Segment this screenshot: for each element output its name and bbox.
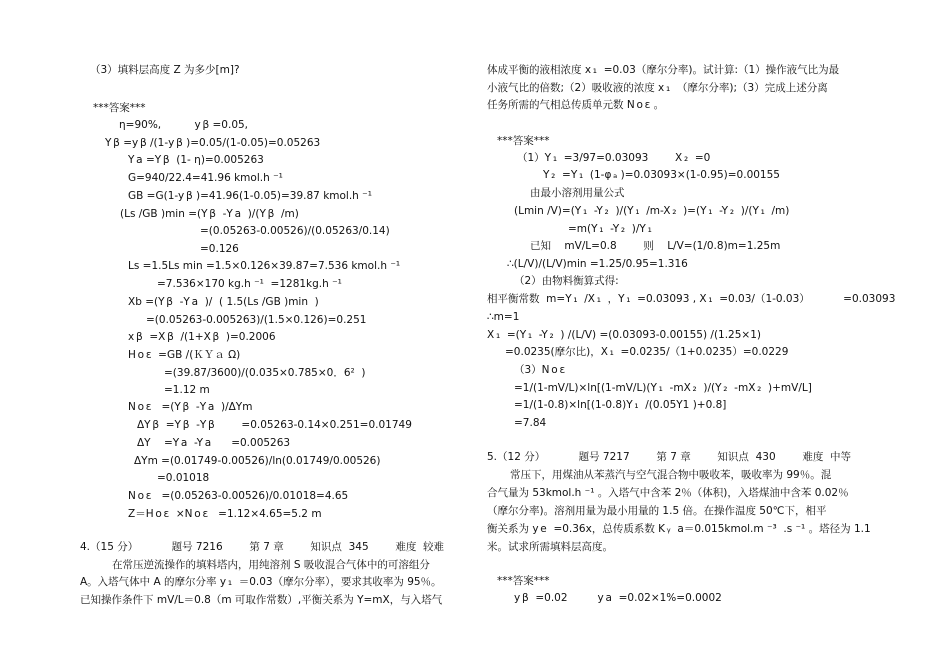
left-line-8: =(0.05263-0.00526)/(0.05263/0.14)	[200, 225, 390, 237]
right-line-8: =m(Y ₁ -Y ₂ )/Y ₁	[568, 223, 652, 235]
right-line-6: 由最小溶剂用量公式	[530, 187, 625, 199]
right-line-2: 任务所需的气相总传质单元数 N o ε 。	[487, 99, 665, 111]
right-line-14: X ₁ =(Y ₁ -Y ₂ ) /(L/V) =(0.03093-0.00155) /(1.25×1)	[487, 329, 761, 341]
right-line-3: ***答案***	[497, 135, 550, 147]
right-line-25: 米。试求所需填料层高度。	[487, 541, 613, 553]
right-line-10: ∴(L/V)/(L/V)min =1.25/0.95=1.316	[507, 258, 688, 270]
right-line-17: =1/(1-mV/L)×ln[(1-mV/L)(Y ₁ -mX ₂ )/(Y ₂ -mX ₂ )+mV/L]	[514, 382, 812, 394]
problem-4-header: 4.（15 分） 题号 7216 第 7 章 知识点 345 难度 较难	[80, 541, 445, 553]
left-line-3: Y β =y β /(1-y β )=0.05/(1-0.05)=0.05263	[105, 137, 321, 149]
right-line-13: ∴m=1	[487, 311, 520, 323]
left-line-1: ***答案***	[93, 102, 146, 114]
right-line-15: =0.0235(摩尔比)，X ₁ =0.0235/（1+0.0235）=0.0229	[505, 346, 789, 358]
right-line-27: y β =0.02 y a =0.02×1%=0.0002	[514, 592, 722, 604]
right-line-23: （摩尔分率)。溶剂用量为最小用量的 1.5 倍。在操作温度 50℃下，相平	[487, 505, 827, 517]
right-line-12: 相平衡常数 m=Y ₁ /X ₁ ，Y ₁ =0.03093 , X ₁ =0.03/（1-0.03） =0.03093	[487, 293, 896, 305]
left-line-19: ΔY β =Y β -Y β =0.05263-0.14×0.251=0.01749	[137, 419, 412, 431]
left-line-9: =0.126	[200, 243, 239, 255]
left-line-5: G=940/22.4=41.96 kmol.h ⁻¹	[128, 172, 283, 184]
left-line-17: =1.12 m	[164, 384, 210, 396]
left-line-14: x β =X β /(1+X β )=0.2006	[128, 331, 276, 343]
left-line-11: =7.536×170 kg.h ⁻¹ =1281kg.h ⁻¹	[157, 278, 342, 290]
right-line-5: Y ₂ =Y ₁ (1-φ ₐ )=0.03093×(1-0.95)=0.00155	[543, 169, 780, 181]
left-line-12: Xb =(Y β -Y a )/ ( 1.5(Ls /GB )min )	[128, 296, 319, 308]
right-line-19: =7.84	[514, 417, 547, 429]
right-line-9: 已知 mV/L=0.8 则 L/V=(1/0.8)m=1.25m	[530, 240, 781, 252]
problem-5-header: 5.（12 分） 题号 7217 第 7 章 知识点 430 难度 中等	[487, 451, 852, 463]
left-line-16: =(39.87/3600)/(0.035×0.785×0．6² )	[164, 367, 366, 379]
left-line-28: 已知操作条件下 mV/L＝0.8（m 可取作常数）,平衡关系为 Y=mX，与入塔气	[80, 594, 443, 606]
left-line-10: Ls =1.5Ls min =1.5×0.126×39.87=7.536 kmol.h ⁻¹	[128, 260, 401, 272]
left-line-23: N o ε =(0.05263-0.00526)/0.01018=4.65	[128, 490, 349, 502]
right-line-21: 常压下，用煤油从苯蒸汽与空气混合物中吸收苯，吸收率为 99％。混	[510, 469, 832, 481]
right-line-24: 衡关系为 y e =0.36x，总传质系数 K ᵧ a＝0.015kmol.m ⁻³ .s ⁻¹ 。塔径为 1.1	[487, 523, 871, 535]
right-line-26: ***答案***	[497, 575, 550, 587]
left-line-26: 在常压逆流操作的填料塔内，用纯溶剂 S 吸收混合气体中的可溶组分	[112, 559, 430, 571]
left-line-6: GB =G(1-y β )=41.96(1-0.05)=39.87 kmol.h ⁻¹	[128, 190, 372, 202]
left-line-24: Z＝H o ε ×N o ε =1.12×4.65=5.2 m	[128, 508, 322, 520]
left-line-2: η=90%, y β =0.05,	[119, 119, 249, 131]
right-line-22: 合气量为 53kmol.h ⁻¹ 。入塔气中含苯 2％（体积)，入塔煤油中含苯 0.02％	[487, 487, 849, 499]
right-line-11: （2）由物料衡算式得:	[514, 275, 619, 287]
left-line-4: Y a =Y β (1- η)=0.005263	[128, 154, 264, 166]
left-line-20: ΔY =Y a -Y a =0.005263	[137, 437, 291, 449]
left-line-27: A。入塔气体中 A 的摩尔分率 y ₁ ＝0.03（摩尔分率），要求其收率为 95％。	[80, 576, 442, 588]
left-line-22: =0.01018	[157, 472, 210, 484]
right-line-7: (Lmin /V)=(Y ₁ -Y ₂ )/(Y ₁ /m-X ₂ )=(Y ₁ -Y ₂ )/(Y ₁ /m)	[514, 205, 790, 217]
left-line-7: (Ls /GB )min =(Y β -Y a )/(Y β /m)	[120, 208, 299, 220]
left-line-13: =(0.05263-0.005263)/(1.5×0.126)=0.251	[146, 314, 367, 326]
left-line-18: N o ε =(Y β -Y a )/ΔYm	[128, 401, 253, 413]
left-line-15: H o ε =GB /(ＫＹａ Ω)	[128, 349, 241, 361]
right-line-0: 体成平衡的液相浓度 x ₁ =0.03（摩尔分率)。试计算:（1）操作液气比为最	[487, 64, 840, 76]
left-line-21: ΔYm =(0.01749-0.00526)/ln(0.01749/0.00526)	[134, 455, 381, 467]
left-line-0: （3）填料层高度 Z 为多少[m]?	[90, 64, 240, 76]
right-line-16: （3）N o ε	[514, 364, 566, 376]
right-line-1: 小液气比的倍数;（2）吸收液的浓度 x ₁ （摩尔分率);（3）完成上述分离	[487, 82, 828, 94]
right-line-4: （1）Y ₁ =3/97=0.03093 X ₂ =0	[517, 152, 711, 164]
right-line-18: =1/(1-0.8)×ln[(1-0.8)Y ₁ /(0.05Y1 )+0.8]	[514, 399, 727, 411]
